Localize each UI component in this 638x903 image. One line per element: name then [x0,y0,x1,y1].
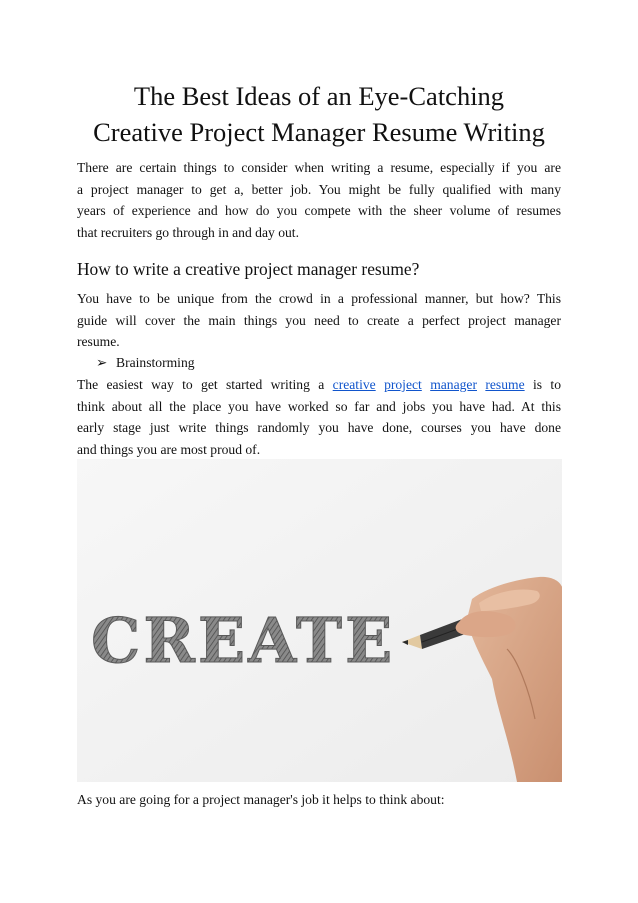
brainstorm-line: early stage just write things randomly you have done, courses you have done [77,420,561,435]
intro-line: a project manager to get a, better job. You might be fully qualified with many [77,181,561,197]
create-word: CREATE [91,604,396,677]
intro-line: There are certain things to consider when writing a resume, especially if you are [77,160,561,175]
section-paragraph [77,288,561,353]
intro-paragraph [77,157,561,243]
link-resume[interactable]: resume [485,377,525,392]
create-illustration [77,459,562,782]
section-heading: How to write a creative project manager resume? [77,259,420,279]
document-title-line-2: Creative Project Manager Resume Writing [93,117,545,147]
closing-sentence: As you are going for a project manager's job it helps to think about: [77,792,445,807]
brainstorm-paragraph [77,374,561,460]
arrow-bullet-icon: ➢ [96,355,108,370]
brainstorm-text: is to [533,377,562,392]
brainstorm-line-with-links [77,374,561,396]
create-image [77,459,562,782]
intro-line: that recruiters go through in and day out. [77,224,299,240]
intro-line: years of experience and how do you compete with the sheer volume of resumes [77,203,561,218]
brainstorm-line: and things you are most proud of. [77,441,261,457]
document-title-line-1: The Best Ideas of an Eye-Catching [133,81,505,111]
link-creative[interactable]: creative [332,377,376,392]
bullet-item-brainstorming [96,352,195,374]
brainstorm-line: think about all the place you have worked so far and jobs you have had. At this [77,398,561,414]
section-line: resume. [77,334,120,349]
section-line: You have to be unique from the crowd in a professional manner, but how? This [77,291,561,306]
link-manager[interactable]: manager [430,377,477,392]
brainstorm-text: The easiest way to get started writing a [77,377,325,392]
bullet-label: Brainstorming [116,355,195,370]
link-project[interactable]: project [384,377,422,392]
section-line: guide will cover the main things you need to create a perfect project manager [77,312,561,328]
